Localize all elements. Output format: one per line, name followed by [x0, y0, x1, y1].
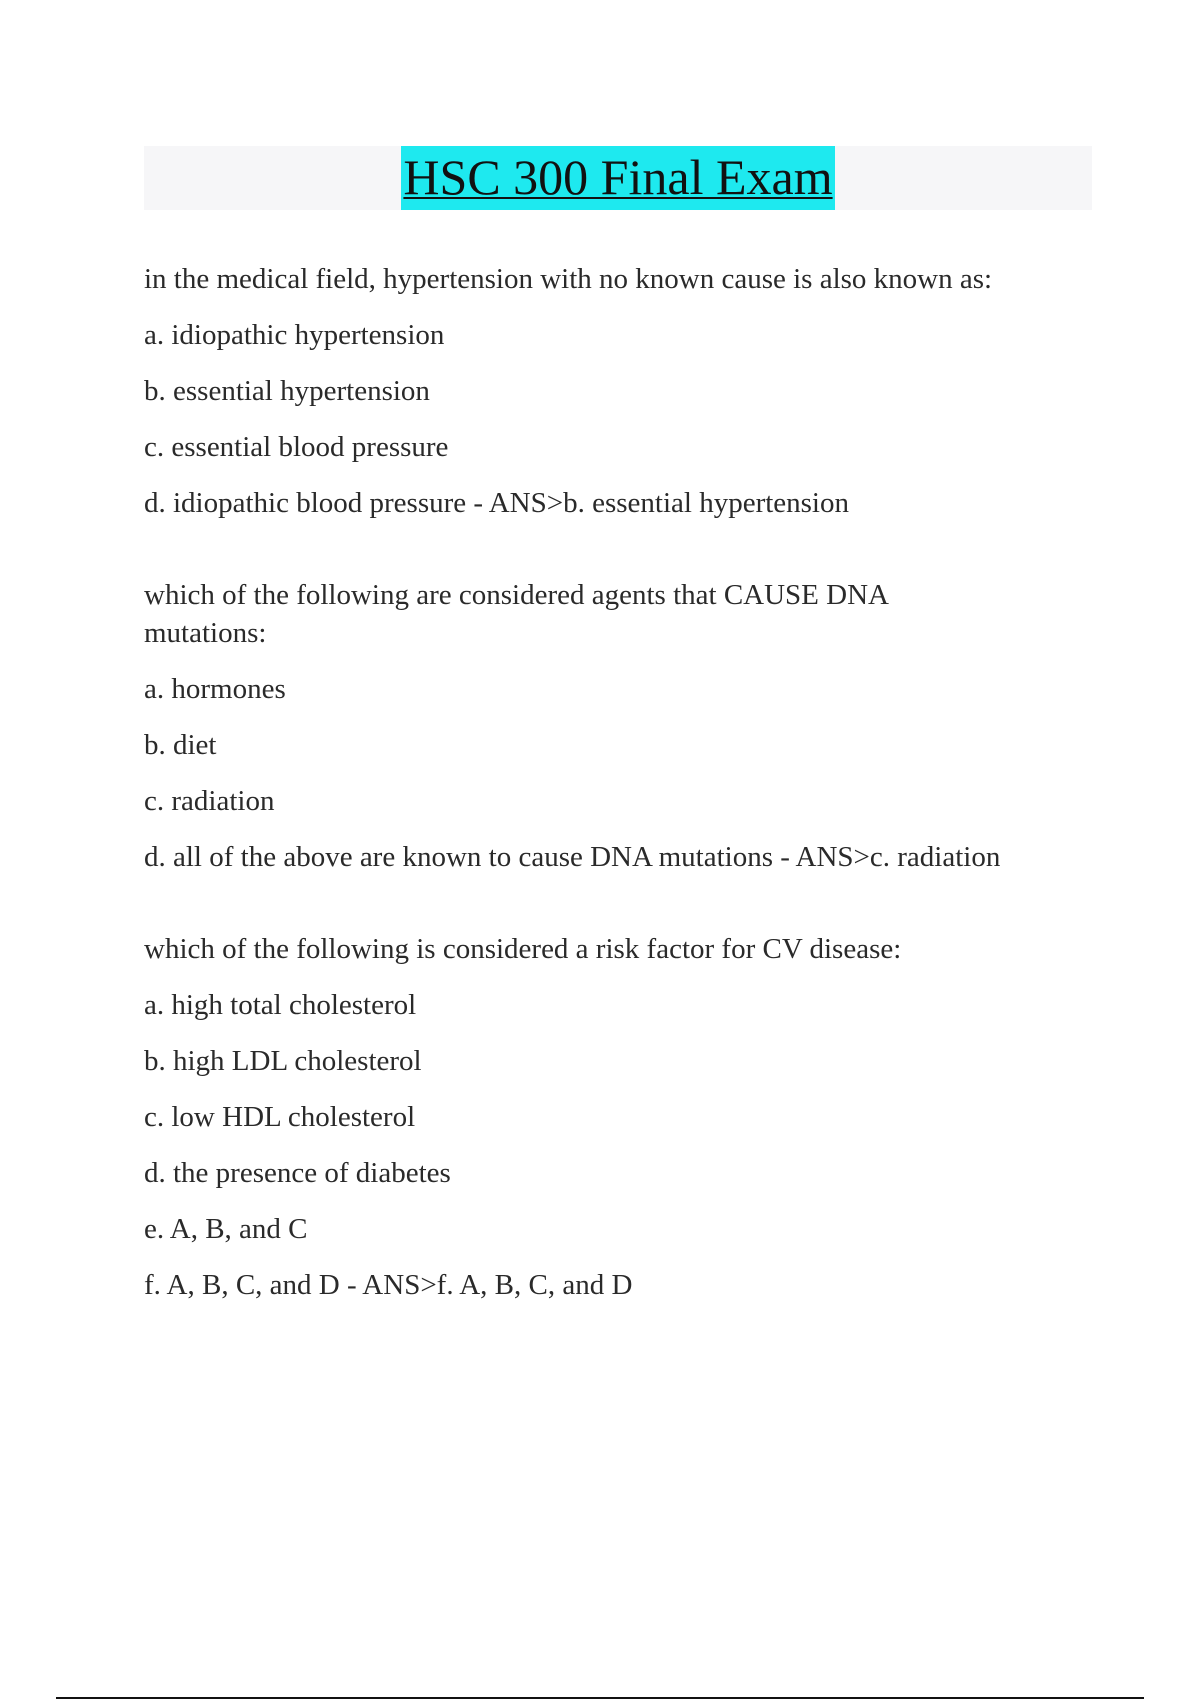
question-block-3 — [144, 930, 1084, 1304]
answer-option-b: b. diet — [144, 729, 217, 761]
answer-option-d: d. the presence of diabetes — [144, 1157, 451, 1189]
question-text: in the medical field, hypertension with no known cause is also known as: — [144, 263, 993, 295]
answer-option-a: a. high total cholesterol — [144, 989, 417, 1021]
question-text: which of the following are considered agents that CAUSE DNA mutations: — [144, 579, 888, 649]
answer-option-c: c. essential blood pressure — [144, 431, 449, 463]
answer-option-d: d. all of the above are known to cause DNA mutations - ANS>c. radiation — [144, 841, 1001, 873]
answer-option-e: e. A, B, and C — [144, 1213, 308, 1245]
answer-option-b: b. high LDL cholesterol — [144, 1045, 422, 1077]
question-block-1 — [144, 260, 1084, 522]
question-block-2 — [144, 576, 1084, 876]
answer-option-b: b. essential hypertension — [144, 375, 430, 407]
question-text: which of the following is considered a risk factor for CV disease: — [144, 933, 902, 965]
questions-container — [144, 260, 1084, 1322]
answer-option-a: a. hormones — [144, 673, 286, 705]
answer-option-a: a. idiopathic hypertension — [144, 319, 445, 351]
answer-option-c: c. low HDL cholesterol — [144, 1101, 416, 1133]
document-title: HSC 300 Final Exam — [401, 146, 834, 210]
page-bottom-divider — [56, 1697, 1144, 1699]
answer-option-d: d. idiopathic blood pressure - ANS>b. essential hypertension — [144, 487, 849, 519]
title-banner — [144, 146, 1092, 210]
answer-option-c: c. radiation — [144, 785, 275, 817]
answer-option-f: f. A, B, C, and D - ANS>f. A, B, C, and D — [144, 1269, 633, 1301]
